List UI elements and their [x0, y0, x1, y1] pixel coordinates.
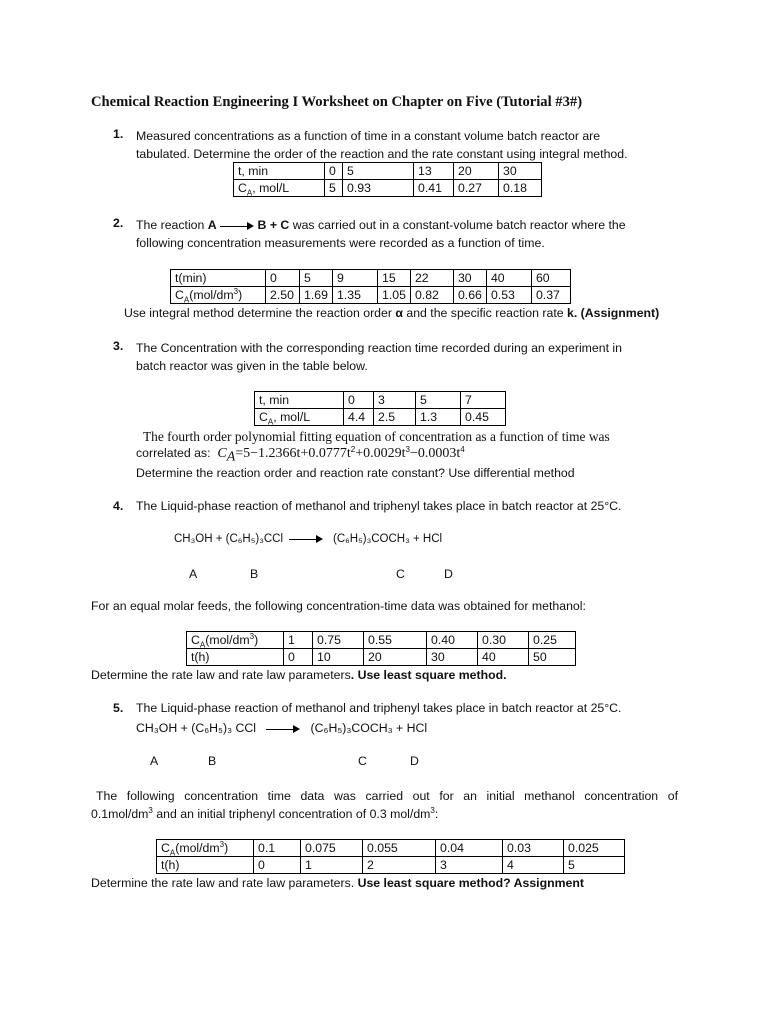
table-cell: t, min — [234, 163, 325, 180]
question-5-text: The Liquid-phase reaction of methanol and triphenyl takes place in batch reactor at 25°C. — [136, 701, 622, 715]
table-cell: 5 — [343, 163, 414, 180]
question-3-line-1: The Concentration with the corresponding reaction time recorded during an experiment in — [136, 341, 622, 355]
table-cell: t, min — [255, 392, 344, 409]
table-cell: 0 — [284, 649, 313, 666]
equation-exponent: 4 — [460, 444, 465, 454]
table-cell: 0.53 — [486, 287, 531, 304]
table-cell: 1.05 — [378, 287, 411, 304]
question-2-line-1 — [136, 216, 678, 234]
products: (C₆H₅)₃COCH₃ + HCl — [333, 533, 443, 545]
alpha-symbol: α — [395, 306, 403, 320]
table-row — [171, 287, 571, 304]
label-text: C — [175, 288, 184, 302]
table-cell: 0.55 — [364, 632, 427, 649]
label-subscript: A — [183, 295, 190, 305]
species-label-d: D — [444, 567, 453, 581]
question-2-number: 2. — [113, 216, 124, 230]
question-1-text — [136, 127, 678, 163]
equation-lhs: C — [217, 446, 227, 461]
table-cell — [255, 409, 344, 426]
table-cell: 30 — [453, 270, 486, 287]
table-row — [171, 270, 571, 287]
reaction-arrow-icon — [220, 221, 254, 231]
text: 0.1mol/dm — [91, 807, 149, 821]
table-cell: 2 — [363, 857, 436, 874]
table-cell: 0.82 — [410, 287, 453, 304]
table-cell: 40 — [486, 270, 531, 287]
table-cell — [234, 180, 325, 197]
table-cell: 60 — [531, 270, 570, 287]
table-row — [187, 649, 576, 666]
table-cell: 30 — [499, 163, 542, 180]
table-cell: 0.18 — [499, 180, 542, 197]
text: : — [434, 807, 439, 821]
question-3-fit-line: The fourth order polynomial fitting equation of concentration as a function of time was — [143, 429, 610, 444]
table-cell: 0.27 — [454, 180, 499, 197]
equation-exponent: 3 — [405, 444, 410, 454]
equation-term: −0.0003t — [409, 446, 461, 461]
question-2-instruction — [124, 306, 659, 320]
question-4-reaction — [174, 533, 442, 545]
question-4-instruction — [91, 668, 507, 682]
table-cell: t(min) — [171, 270, 266, 287]
question-2-table — [170, 269, 571, 304]
question-3-text — [136, 339, 678, 375]
question-3-table — [254, 391, 506, 426]
table-cell: 13 — [414, 163, 454, 180]
table-cell: 0 — [325, 163, 343, 180]
species-label-b: B — [208, 754, 217, 768]
question-3-equation — [136, 444, 465, 465]
text: Determine the rate law and rate law parameters — [91, 668, 351, 682]
text: and the specific reaction rate — [402, 306, 567, 320]
table-cell: 0 — [344, 392, 374, 409]
species-label-d: D — [410, 754, 419, 768]
label-text: C — [161, 841, 170, 855]
table-cell: 0.75 — [313, 632, 364, 649]
question-2-line-2: following concentration measurements were recorded as a function of time. — [136, 236, 545, 250]
reaction-arrow-icon — [289, 534, 323, 544]
label-superscript: 3 — [233, 286, 239, 296]
table-cell — [187, 632, 284, 649]
question-1-line-2: tabulated. Determine the order of the reaction and the rate constant using integral method. — [136, 147, 628, 161]
equation-term: =5−1.2366t+0.0777t — [235, 446, 351, 461]
table-cell: 0.25 — [529, 632, 576, 649]
label-text: C — [259, 410, 268, 424]
table-cell: t(h) — [157, 857, 254, 874]
question-1-table — [233, 162, 542, 197]
question-5-number: 5. — [113, 701, 124, 715]
table-row — [255, 409, 506, 426]
question-1-line-1: Measured concentrations as a function of time in a constant volume batch reactor are — [136, 129, 601, 143]
method-label: . Use least square method. — [350, 668, 507, 682]
table-cell: 1 — [284, 632, 313, 649]
superscript: 3 — [430, 805, 435, 815]
question-5-data-text — [91, 787, 678, 823]
table-cell: 4.4 — [344, 409, 374, 426]
species-products: B + C — [257, 218, 290, 232]
question-3-number: 3. — [113, 339, 124, 353]
table-cell: 0.40 — [427, 632, 478, 649]
question-3-question: Determine the reaction order and reaction rate constant? Use differential method — [136, 466, 575, 480]
table-cell: 2.5 — [374, 409, 416, 426]
table-cell: 0.37 — [531, 287, 570, 304]
table-cell: 30 — [427, 649, 478, 666]
table-cell: 0.66 — [453, 287, 486, 304]
question-4-table — [186, 631, 576, 666]
table-row — [157, 857, 625, 874]
table-cell: 20 — [454, 163, 499, 180]
method-label: Use least square method? Assignment — [357, 876, 584, 890]
table-row — [255, 392, 506, 409]
label-text: (mol/dm — [175, 841, 220, 855]
rate-constant-label: k. (Assignment) — [567, 306, 660, 320]
table-cell: 15 — [378, 270, 411, 287]
reactants: CH₃OH + (C₆H₅)₃CCl — [174, 533, 284, 545]
table-cell: 0.075 — [301, 840, 363, 857]
label-text: (mol/dm — [205, 633, 250, 647]
table-cell: 1.3 — [416, 409, 461, 426]
question-5-instruction — [91, 876, 584, 890]
question-5-reaction — [136, 721, 427, 735]
table-cell — [157, 840, 254, 857]
label-text: ) — [254, 633, 259, 647]
label-text: (mol/dm — [189, 288, 234, 302]
table-cell: 22 — [410, 270, 453, 287]
table-cell: 0.025 — [564, 840, 625, 857]
table-cell: 2.50 — [266, 287, 300, 304]
species-label-c: C — [396, 567, 405, 581]
table-cell: 0.30 — [478, 632, 529, 649]
question-5-data-line-1: The following concentration time data was carried out for an initial methanol concentration of — [96, 789, 678, 803]
table-cell: 0.04 — [436, 840, 503, 857]
table-cell: 0.41 — [414, 180, 454, 197]
table-cell: t(h) — [187, 649, 284, 666]
superscript: 3 — [148, 805, 153, 815]
species-label-a: A — [150, 754, 159, 768]
table-cell: 0.055 — [363, 840, 436, 857]
table-cell: 0.1 — [254, 840, 301, 857]
table-row — [187, 632, 576, 649]
table-cell: 3 — [374, 392, 416, 409]
label-text: ) — [238, 288, 243, 302]
species-a: A — [207, 218, 217, 232]
question-5-data-line-2 — [91, 805, 678, 823]
question-3-line-2: batch reactor was given in the table below. — [136, 359, 368, 373]
products: (C₆H₅)₃COCH₃ + HCl — [310, 721, 428, 735]
page-title: Chemical Reaction Engineering I Worksheet on Chapter on Five (Tutorial #3#) — [91, 94, 583, 110]
table-cell: 0.45 — [461, 409, 506, 426]
question-4-text: The Liquid-phase reaction of methanol and triphenyl takes place in batch reactor at 25°C. — [136, 499, 622, 513]
table-cell: 4 — [503, 857, 564, 874]
label-text: , mol/L — [273, 410, 311, 424]
species-label-a: A — [189, 567, 198, 581]
table-cell: 7 — [461, 392, 506, 409]
text: correlated as: — [136, 446, 211, 460]
text: Use integral method determine the reaction order — [124, 306, 396, 320]
table-cell: 0 — [266, 270, 300, 287]
label-text: C — [191, 633, 200, 647]
table-cell: 1.69 — [300, 287, 333, 304]
table-cell: 5 — [416, 392, 461, 409]
equation-exponent: 2 — [350, 444, 356, 454]
question-4-feed-line: For an equal molar feeds, the following concentration-time data was obtained for methanol: — [91, 599, 586, 613]
text: and an initial triphenyl concentration of 0.3 mol/dm — [152, 807, 431, 821]
label-subscript: A — [169, 848, 176, 858]
table-cell: 0.03 — [503, 840, 564, 857]
question-4-number: 4. — [113, 499, 124, 513]
text: Determine the rate law and rate law parameters. — [91, 876, 358, 890]
table-cell: 40 — [478, 649, 529, 666]
question-5-table — [156, 839, 625, 874]
table-cell: 5 — [325, 180, 343, 197]
species-label-c: C — [358, 754, 367, 768]
table-cell: 50 — [529, 649, 576, 666]
label-superscript: 3 — [249, 631, 255, 641]
reactants: CH₃OH + (C₆H₅)₃ CCl — [136, 721, 257, 735]
reaction-arrow-icon — [266, 724, 300, 734]
equation-term: +0.0029t — [355, 446, 406, 461]
label-text: , mol/L — [252, 181, 290, 195]
label-subscript: A — [199, 640, 206, 650]
table-cell: 0 — [254, 857, 301, 874]
table-cell: 9 — [333, 270, 378, 287]
label-subscript: A — [246, 188, 253, 198]
table-cell: 5 — [564, 857, 625, 874]
table-row — [157, 840, 625, 857]
table-cell: 10 — [313, 649, 364, 666]
table-row — [234, 180, 542, 197]
table-cell: 3 — [436, 857, 503, 874]
table-cell — [171, 287, 266, 304]
label-text: ) — [224, 841, 229, 855]
text: The reaction — [136, 218, 208, 232]
table-row — [234, 163, 542, 180]
label-text: C — [238, 181, 247, 195]
table-cell: 5 — [300, 270, 333, 287]
text: was carried out in a constant-volume batch reactor where the — [289, 218, 626, 232]
label-superscript: 3 — [219, 839, 225, 849]
question-1-number: 1. — [113, 127, 124, 141]
table-cell: 20 — [364, 649, 427, 666]
species-label-b: B — [250, 567, 259, 581]
table-cell: 0.93 — [343, 180, 414, 197]
table-cell: 1.35 — [333, 287, 378, 304]
equation-subscript: A — [226, 449, 236, 465]
table-cell: 1 — [301, 857, 363, 874]
label-subscript: A — [267, 417, 274, 427]
question-2-text — [136, 216, 678, 252]
